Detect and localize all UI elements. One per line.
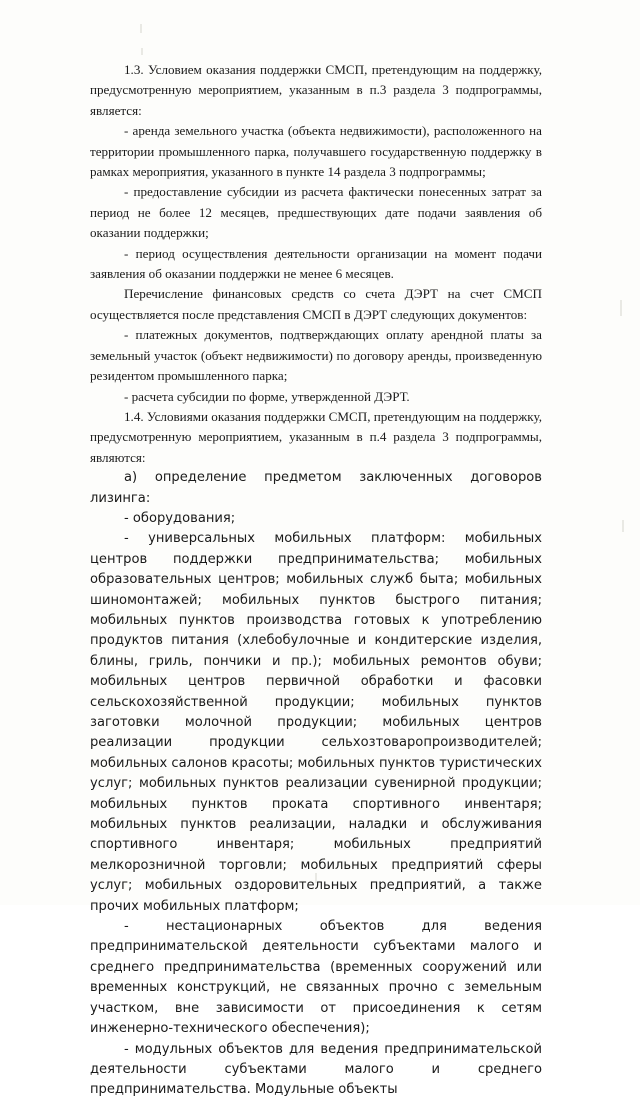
paragraph-subsidy-provision: - предоставление субсидии из расчета фактически понесенных затрат за период не более 12 месяцев, предшествующих дате подачи заявления об оказании поддержки; <box>90 184 542 241</box>
paragraph-payment-documents: - платежных документов, подтверждающих оплату арендной платы за земельный участок (объект недвижимости) по договору аренды, произведенную резидентом промышленного парка; <box>90 327 542 384</box>
scan-artifact <box>622 520 624 532</box>
paragraph-clause-1-3: 1.3. Условием оказания поддержки СМСП, претендующим на поддержку, предусмотренную мероприятием, указанным в п.3 раздела 3 подпрограммы, является: <box>90 62 542 118</box>
paragraph-mobile-platforms: - универсальных мобильных платформ: мобильных центров поддержки предпринимательства; мобильных образовательных центров; мобильных служб быта; мобильных шиномонтажей; мобильных пунктов быстрого питания; мобильных пунктов производства готовых к употреблению продуктов питания (хлебобулочные и кондитерские изделия, блины, гриль, пончики и пр.); мобильных ремонтов обуви; мобильных центров первичной обработки и фасовки сельскохозяйственной продукции; мобильных пунктов заготовки молочной продукции; мобильных центров реализации продукции сельхозтоваропроизводителей; мобильных салонов красоты; мобильных пунктов туристических услуг; мобильных пунктов реализации сувенирной продукции; мобильных пунктов проката спортивного инвентаря; мобильных пунктов реализации, наладки и обслуживания спортивного инвентаря; мобильных предприятий мелкорозничной торговли; мобильных предприятий сферы услуг; мобильных оздоровительных предприятий, а также прочих мобильных платформ; <box>90 531 542 914</box>
paragraph-nonstationary-objects: - нестационарных объектов для ведения предпринимательской деятельности субъектами малого и среднего предпринимательства (временных сооружений или временных конструкций, не связанных прочно с земельным участком, вне зависимости от присоединения к сетям инженерно-технического обеспечения); <box>90 919 542 1037</box>
paragraph-clause-1-4: 1.4. Условиями оказания поддержки СМСП, претендующим на поддержку, предусмотренную мероприятием, указанным в п.4 раздела 3 подпрограммы, являются: <box>90 408 542 465</box>
paragraph-land-lease: - аренда земельного участка (объекта недвижимости), расположенного на территории промышленного парка, получавшего государственную поддержку в рамках мероприятия, указанного в пункте 14 раздела 3 подпрограммы; <box>90 123 542 180</box>
paragraph-modular-objects: - модульных объектов для ведения предпринимательской деятельности субъектами малого и среднего предпринимательства. Модульные объекты <box>90 1041 542 1098</box>
paragraph-activity-period: - период осуществления деятельности организации на момент подачи заявления об оказании поддержки не менее 6 месяцев. <box>90 245 542 282</box>
scan-artifact <box>620 300 622 316</box>
scan-artifact <box>140 24 142 33</box>
scan-artifact <box>141 48 143 55</box>
paragraph-funds-transfer: Перечисление финансовых средств со счета ДЭРТ на счет СМСП осуществляется после представления СМСП в ДЭРТ следующих документов: <box>90 286 542 322</box>
paragraph-equipment: - оборудования; <box>124 510 236 526</box>
document-text-body <box>90 60 542 1101</box>
paragraph-subsidy-calculation: - расчета субсидии по форме, утвержденной ДЭРТ. <box>124 388 410 404</box>
paragraph-item-a: а) определение предметом заключенных договоров лизинга: <box>90 470 542 506</box>
